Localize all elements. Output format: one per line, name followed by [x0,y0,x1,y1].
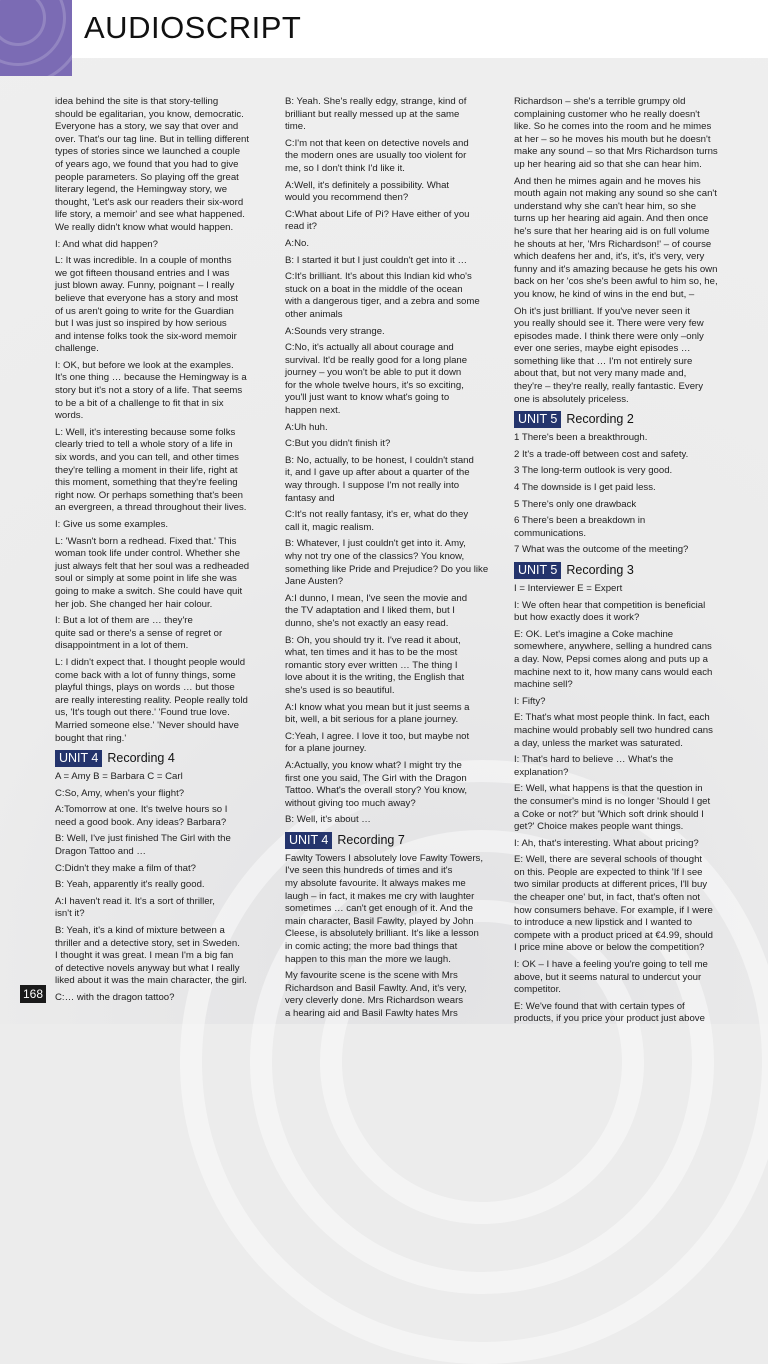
page-title: AUDIOSCRIPT [84,10,302,45]
speaker-legend: I = Interviewer E = Expert [514,583,623,594]
paragraph: E: Well, there are several schools of thought on this. People are expected to think 'If I see two similar products at different prices, I'll buy the cheaper one' but, in fact, that's often not how consumers behave. For example, if I were to introduce a new lipstick and I wanted to compete with a product priced at €4.99, should I price mine above or below the competition? [514,854,713,954]
recording-heading [514,562,726,579]
list-item: 5 There's only one drawback [514,498,637,510]
paragraph: I: OK, but before we look at the examples. It's one thing … because the Hemingway is a story but it's not a story of a life. That seems to be a bit of a challenge to fit that in six words. [55,359,247,422]
paragraph: B: Well, I've just finished The Girl with the Dragon Tattoo and … [55,833,231,858]
paragraph: E: OK. Let's imagine a Coke machine somewhere, anywhere, selling a hundred cans a day. Now, Pepsi comes along and puts up a machine next to it, how many cans would each machine sell? [514,628,713,691]
list-item: 6 There's been a breakdown in communications. [514,515,646,539]
text-column-3 [514,96,726,1030]
unit-badge: UNIT 5 [514,411,561,428]
paragraph: C:No, it's actually all about courage and survival. It'd be really good for a long plane journey – you won't be able to put it down for the whole twelve hours, it's so exciting, you'll just want to know what's going to happen next. [285,342,468,417]
paragraph: A:Actually, you know what? I might try the first one you said, The Girl with the Dragon Tattoo. What's the overall story? You know, without giving too much away? [285,759,468,809]
paragraph: C:… with the dragon tattoo? [55,992,175,1003]
paragraph: B: Yeah, apparently it's really good. [55,879,205,891]
paragraph: B: Well, it's about … [285,814,371,826]
paragraph: I: Fifty? [514,695,546,707]
paragraph: B: No, actually, to be honest, I couldn't stand it, and I gave up after about a quarter of the way through. I suppose I'm not really into fantasy and [285,454,474,504]
speaker-legend: A = Amy B = Barbara C = Carl [55,771,183,783]
paragraph: C:What about Life of Pi? Have either of you read it? [285,208,470,233]
unit-badge: UNIT 4 [285,832,332,849]
paragraph: My favourite scene is the scene with Mrs Richardson and Basil Fawlty. And, it's very, very cleverly done. Mrs Richardson wears a hearing aid and Basil Fawlty hates Mrs [285,970,467,1019]
list-item: 1 There's been a breakthrough. [514,432,648,444]
paragraph: B: Yeah. She's really edgy, strange, kind of brilliant but really messed up at the same time. [285,96,467,133]
paragraph: E: That's what most people think. In fact, each machine would probably sell two hundred cans a day, unless the market was saturated. [514,712,713,749]
paragraph: C:Didn't they make a film of that? [55,862,197,874]
paragraph: Fawlty Towers I absolutely love Fawlty Towers, I've seen this hundreds of times and it's my absolute favourite. It always makes me laugh – in fact, it makes me cry with laughter sometimes … can't get enough of it. And the main character, Basil Fawlty, played by John Cleese, is absolutely brilliant. It's like a lesson in comic acting; the more bad things that happen to this man the more we laugh. [285,852,483,965]
paragraph: L: It was incredible. In a couple of months we got fifteen thousand entries and I was just blown away. Funny, poignant – I really believe that everyone has a story and most of us aren't going to write for the Guardian but I was just so inspired by how serious and intense folks took the six-word memoir challenge. [55,255,238,355]
paragraph: E: We've found that with certain types of products, if you price your product just above [514,1000,705,1025]
list-item: 4 The downside is I get paid less. [514,482,656,494]
page-number: 168 [20,985,46,1003]
paragraph: L: Well, it's interesting because some folks clearly tried to tell a whole story of a life in six words, and you can tell, and other times they're telling a moment in their life, right at this moment, something that they're feeling right now. Or perhaps something that's been an evergreen, a thread throughout their lives. [55,426,247,514]
recording-heading [285,832,497,849]
corner-accent-block [0,0,72,76]
paragraph: I: And what did happen? [55,238,158,250]
recording-label: Recording 7 [337,833,405,848]
paragraph: A:No. [285,237,309,249]
paragraph: B: Yeah, it's a kind of mixture between a thriller and a detective story, set in Sweden. I thought it was great. I mean I'm a big fan of detective novels anyway but what I really liked about it was the main character, the girl. [55,925,247,987]
paragraph: I: We often hear that competition is beneficial but how exactly does it work? [514,599,706,624]
paragraph: B: Oh, you should try it. I've read it about, what, ten times and it has to be the most romantic story ever written … The thing I love about it is the writing, the English that she's used is so beautiful. [285,634,465,696]
list-item: 2 It's a trade-off between cost and safety. [514,448,689,460]
text-column-2 [285,96,497,1025]
unit-badge: UNIT 5 [514,562,561,579]
paragraph: Richardson – she's a terrible grumpy old complaining customer who he really doesn't like. So he comes into the room and he mimes at her – so he moves his mouth but he doesn't make any sound – so that Mrs Richardson turns up her hearing aid so that she can hear him. [514,96,718,170]
paragraph: E: Well, what happens is that the question in the consumer's mind is no longer 'Should I get a Coke or not?' but 'Which soft drink should I get?' Choice makes people want things. [514,783,711,833]
paragraph: And then he mimes again and he moves his mouth again not making any sound so she can't understand why she can't hear him, so she turns up her hearing aid again. And then once he's sure that her hearing aid is on full volume he shouts at her, 'Mrs Richardson!' – of course which deafens her and, it's, it's, it's very, very funny and it's amazing because he gets his own back on her 'cos she's been awful to him so, he, you know, he kind of wins in the end but, – [514,175,718,300]
paragraph: I: Ah, that's interesting. What about pricing? [514,837,699,849]
list-item: 3 The long-term outlook is very good. [514,465,673,477]
paragraph: A:Sounds very strange. [285,325,385,337]
paragraph: A:I know what you mean but it just seems a bit, well, a bit serious for a plane journey. [285,701,470,726]
paragraph: L: I didn't expect that. I thought people would come back with a lot of funny things, some playful things, plays on words … but those are really interesting reality. People really told us, 'It's tough out there.' 'Found true love. Married someone else.' 'Never should have bought that ring.' [55,656,248,744]
paragraph: C:It's brilliant. It's about this Indian kid who's stuck on a boat in the middle of the ocean with a dangerous tiger, and a zebra and some other animals [285,271,480,320]
list-item: 7 What was the outcome of the meeting? [514,544,689,556]
paragraph: C:But you didn't finish it? [285,438,391,450]
paragraph: I: OK – I have a feeling you're going to tell me above, but it seems natural to undercut your competitor. [514,959,708,996]
paragraph: C:I'm not that keen on detective novels and the modern ones are usually too violent for me, so I don't think I'd like it. [285,137,469,174]
recording-heading [55,750,267,767]
recording-label: Recording 4 [107,751,175,766]
paragraph: C:It's not really fantasy, it's er, what do they call it, magic realism. [285,509,469,533]
paragraph: B: I started it but I just couldn't get into it … [285,254,468,266]
recording-label: Recording 2 [566,412,634,427]
unit-badge: UNIT 4 [55,750,102,767]
paragraph: A:Well, it's definitely a possibility. What would you recommend then? [285,179,450,204]
paragraph: C:So, Amy, when's your flight? [55,787,185,799]
paragraph: A:Tomorrow at one. It's twelve hours so I need a good book. Any ideas? Barbara? [55,804,228,828]
paragraph: A:I dunno, I mean, I've seen the movie and the TV adaptation and I liked them, but I dunno, she's not exactly an easy read. [285,592,468,629]
paragraph: Oh it's just brilliant. If you've never seen it you really should see it. There were very few episodes made. I think there were only –only ever one series, maybe eight episodes … something like that … I'm not entirely sure about that, but not very many made and, they're – they're really, really fantastic. Every one is absolutely priceless. [514,305,704,405]
paragraph: B: Whatever, I just couldn't get into it. Amy, why not try one of the classics? You know, something like Pride and Prejudice? Do you like Jane Austen? [285,538,489,588]
paragraph: L: 'Wasn't born a redhead. Fixed that.' This woman took life under control. Whether she just always felt that her soul was a redheaded soul or simply at some point in life she was going to make a switch. She could have quit her job. She changed her hair colour. [55,535,250,610]
recording-label: Recording 3 [566,563,634,578]
paragraph: A:Uh huh. [285,421,328,433]
recording-heading [514,411,726,428]
paragraph: I: But a lot of them are … they're quite sad or there's a sense of regret or disappointment in a lot of them. [55,615,223,652]
paragraph: C:Yeah, I agree. I love it too, but maybe not for a plane journey. [285,730,470,755]
paragraph: I: That's hard to believe … What's the explanation? [514,754,674,778]
text-column-1 [55,96,267,1009]
paragraph: I: Give us some examples. [55,519,169,530]
paragraph: A:I haven't read it. It's a sort of thriller, isn't it? [55,895,215,920]
paragraph: idea behind the site is that story-telling should be egalitarian, you know, democratic. Everyone has a story, we say that over and over. That's our tag line. But in telling different types of stories since we launched a couple of years ago, we found that you had to give people parameters. So playing off the great literary legend, the Hemingway story, we thought, 'Let's ask our readers their six-word life story, a memoir' and see what happened. We really didn't know what would happen. [55,96,250,233]
